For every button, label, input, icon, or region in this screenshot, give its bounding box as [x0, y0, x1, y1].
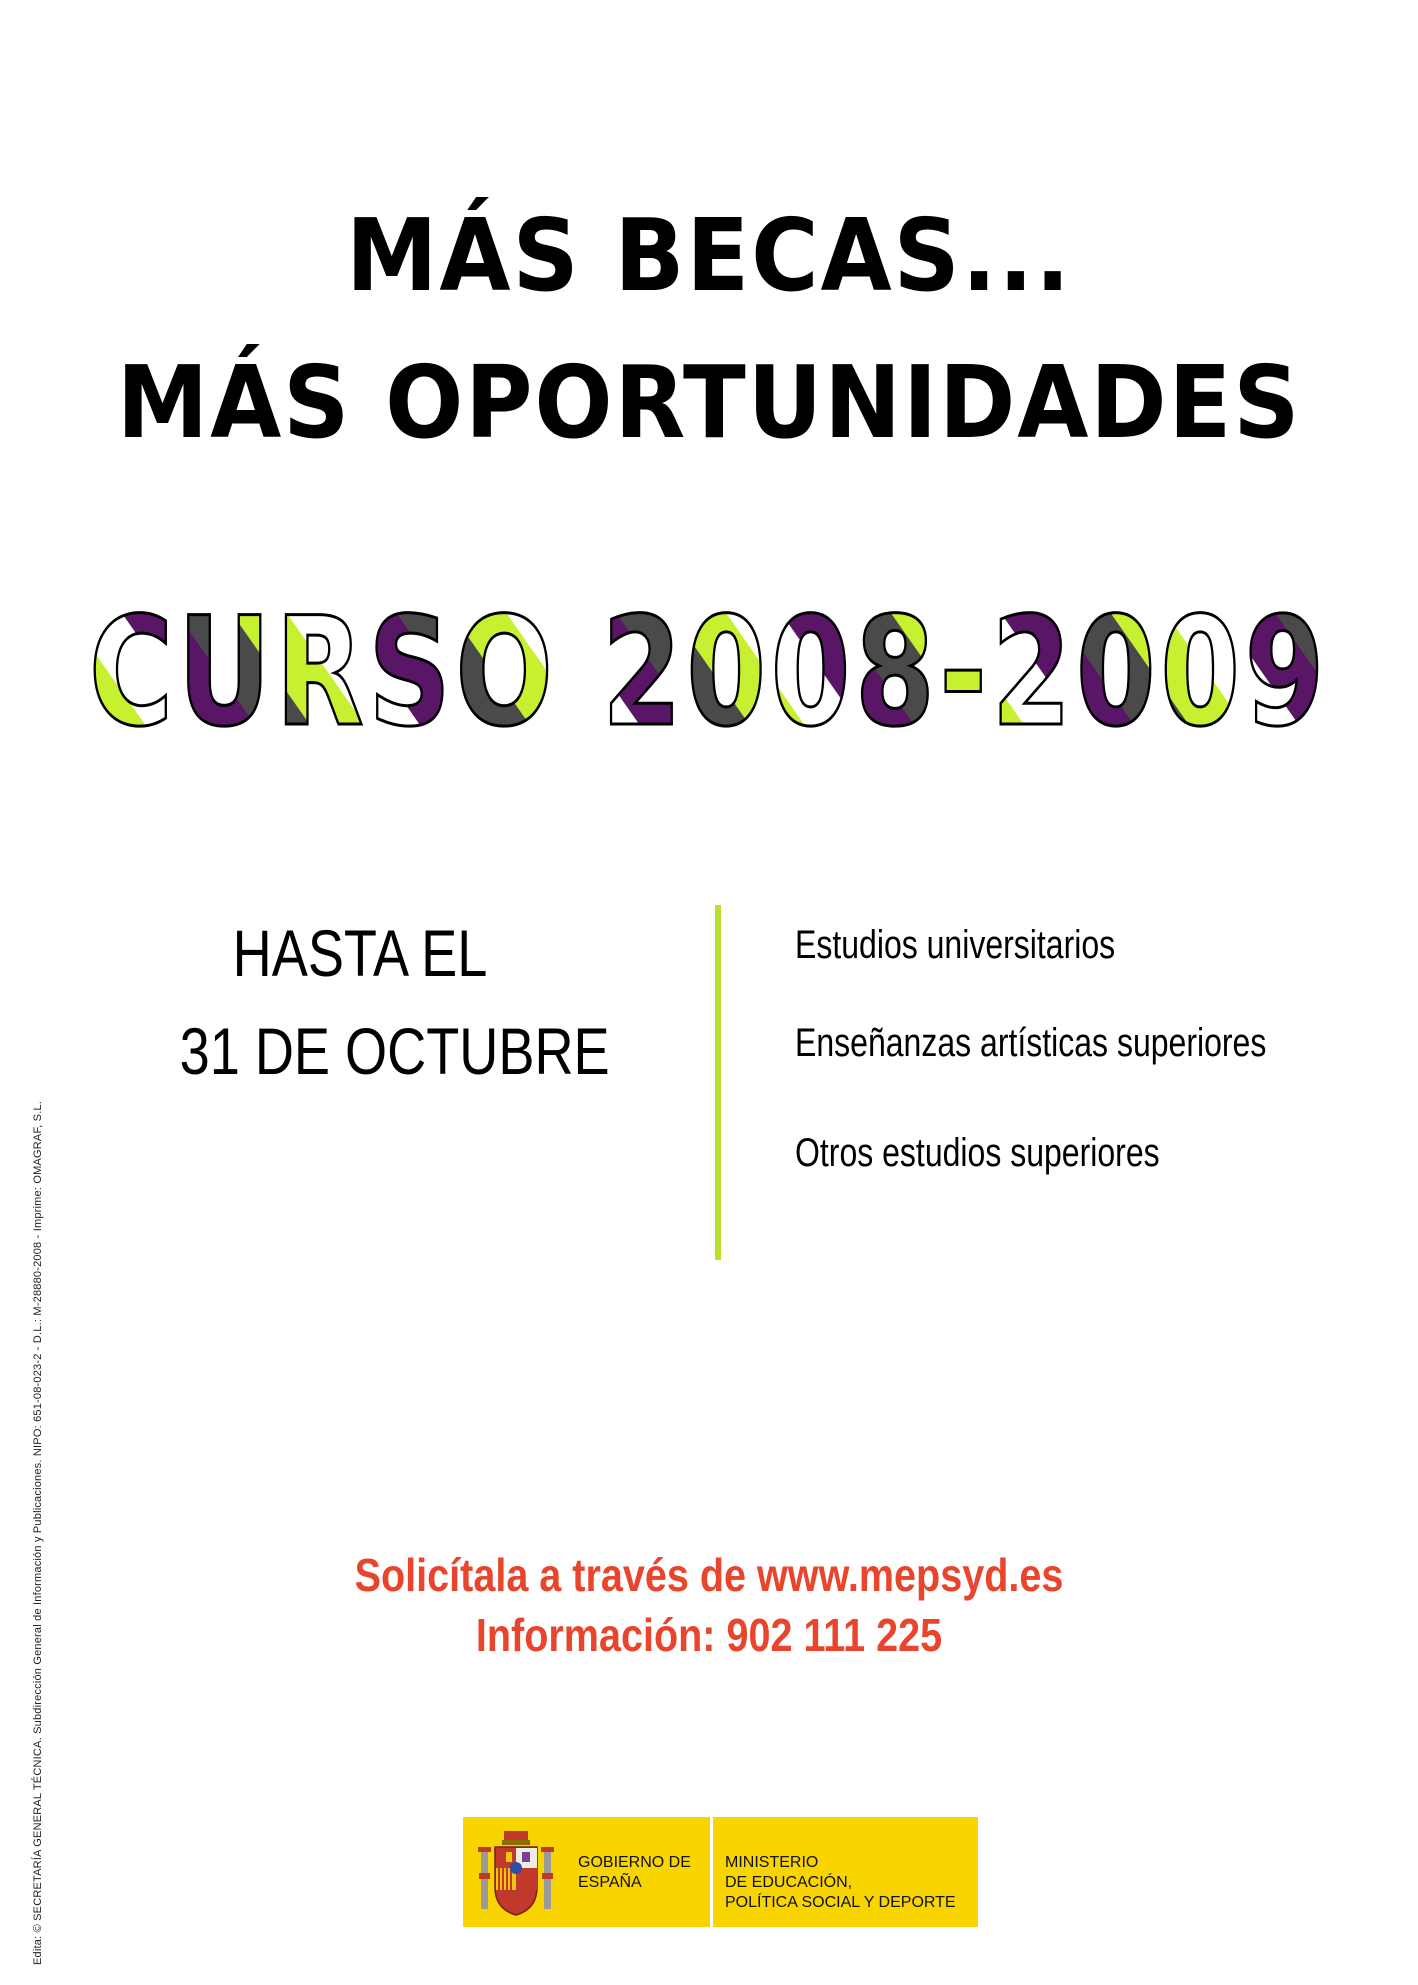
government-line-2: ESPAÑA [578, 1874, 642, 1891]
study-item: Enseñanzas artísticas superiores [795, 1021, 1267, 1065]
government-name [578, 1853, 691, 1893]
vertical-divider [715, 905, 721, 1260]
deadline-line-2: 31 DE OCTUBRE [179, 1014, 610, 1088]
ministry-line-1: MINISTERIO [725, 1854, 819, 1871]
info-phone-text: Información: 902 111 225 [475, 1609, 943, 1661]
headline-line-1: MÁS BECAS... [346, 197, 1072, 314]
course-banner [0, 596, 1418, 746]
course-banner-graphic [0, 596, 1418, 746]
publisher-credit: Edita: © SECRETARÍA GENERAL TÉCNICA. Subdirección General de Información y Publicaciones. NIPO: 651-08-023-2 - D.L.: M-28880-2008 - Imprime: OMAGRAF, S.L. [32, 1100, 44, 1965]
headline-line-2: MÁS OPORTUNIDADES [116, 344, 1302, 461]
course-banner-text: CURSO 2008-2009 [89, 596, 1329, 746]
ministry-line-2: DE EDUCACIÓN, [725, 1874, 853, 1891]
government-logo [463, 1817, 978, 1927]
apply-online-text: Solicítala a través de www.mepsyd.es [354, 1549, 1064, 1601]
government-line-1: GOBIERNO DE [578, 1854, 691, 1871]
study-item: Estudios universitarios [795, 923, 1116, 967]
coat-of-arms-icon [477, 1829, 555, 1919]
deadline-line-1: HASTA EL [232, 916, 488, 990]
logo-separator [710, 1817, 713, 1927]
ministry-line-3: POLÍTICA SOCIAL Y DEPORTE [725, 1894, 956, 1911]
ministry-name [725, 1853, 956, 1913]
study-item: Otros estudios superiores [795, 1131, 1160, 1175]
